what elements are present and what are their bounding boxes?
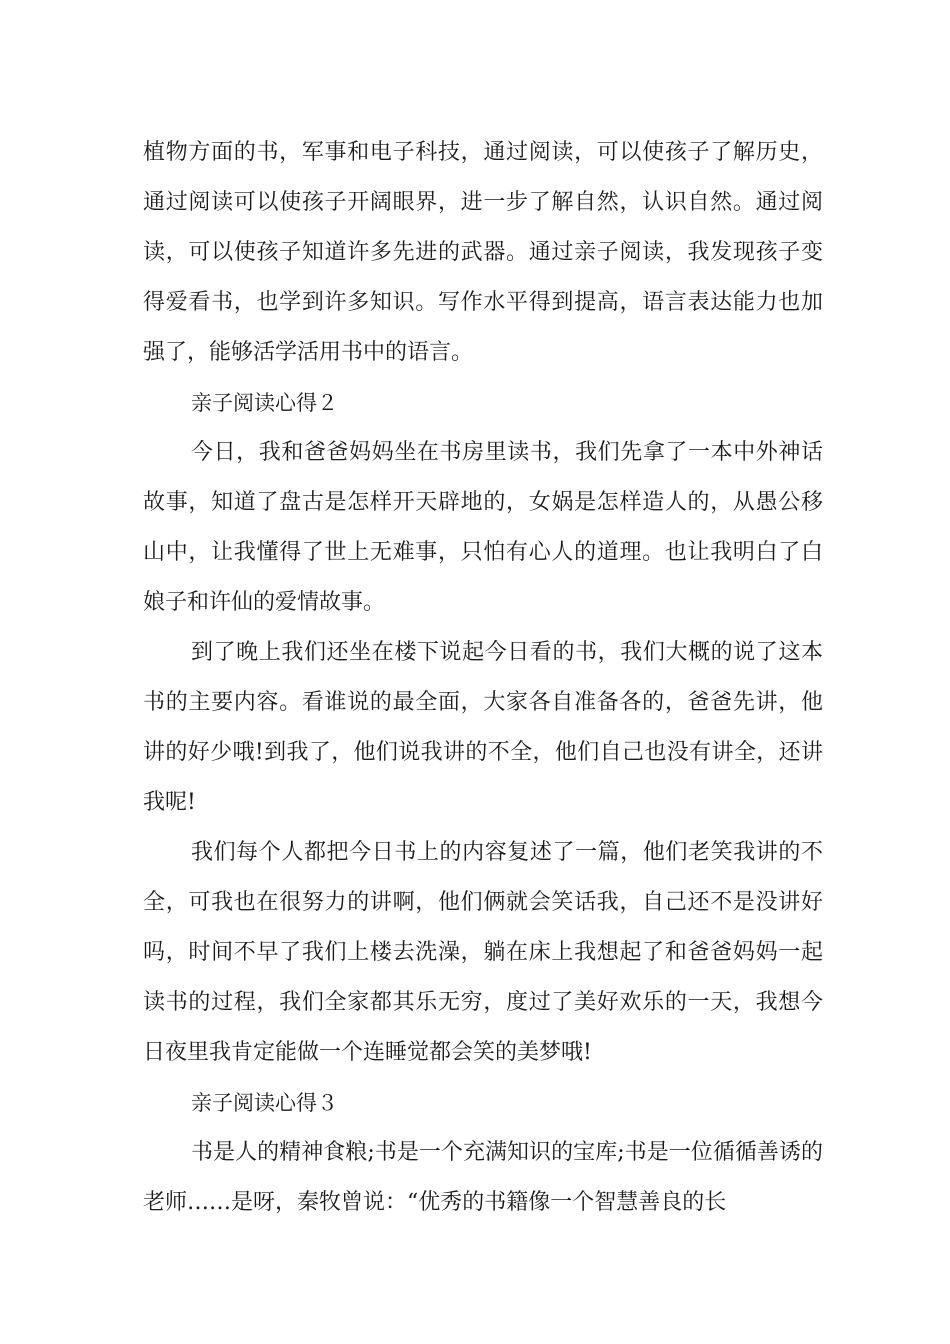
paragraph-continued: 植物方面的书，军事和电子科技，通过阅读，可以使孩子了解历史，通过阅读可以使孩子开阔眼界，进一步了解自然，认识自然。通过阅读，可以使孩子知道许多先进的武器。通过亲子阅读，我发现孩子变得爱看书，也学到许多知识。写作水平得到提高，语言表达能力也加强了，能够活学活用书中的语言。 bbox=[143, 140, 823, 365]
paragraph: 今日，我和爸爸妈妈坐在书房里读书，我们先拿了一本中外神话故事，知道了盘古是怎样开天辟地的，女娲是怎样造人的，从愚公移山中，让我懂得了世上无难事，只怕有心人的道理。也让我明白了白娘子和许仙的爱情故事。 bbox=[143, 440, 823, 615]
section-heading-3: 亲子阅读心得３ bbox=[191, 1091, 338, 1115]
paragraph: 我们每个人都把今日书上的内容复述了一篇，他们老笑我讲的不全，可我也在很努力的讲啊，他们俩就会笑话我，自己还不是没讲好吗，时间不早了我们上楼去洗澡，躺在床上我想起了和爸爸妈妈一起读书的过程，我们全家都其乐无穷，度过了美好欢乐的一天，我想今日夜里我肯定能做一个连睡觉都会笑的美梦哦! bbox=[143, 840, 823, 1065]
document-body bbox=[143, 128, 823, 1228]
section-heading-2: 亲子阅读心得２ bbox=[191, 391, 338, 415]
paragraph: 到了晚上我们还坐在楼下说起今日看的书，我们大概的说了这本书的主要内容。看谁说的最全面，大家各自准备各的，爸爸先讲，他讲的好少哦!到我了，他们说我讲的不全，他们自己也没有讲全，还讲我呢! bbox=[143, 640, 823, 815]
paragraph: 书是人的精神食粮;书是一个充满知识的宝库;书是一位循循善诱的老师……是呀，秦牧曾说：“优秀的书籍像一个智慧善良的长 bbox=[143, 1140, 823, 1215]
